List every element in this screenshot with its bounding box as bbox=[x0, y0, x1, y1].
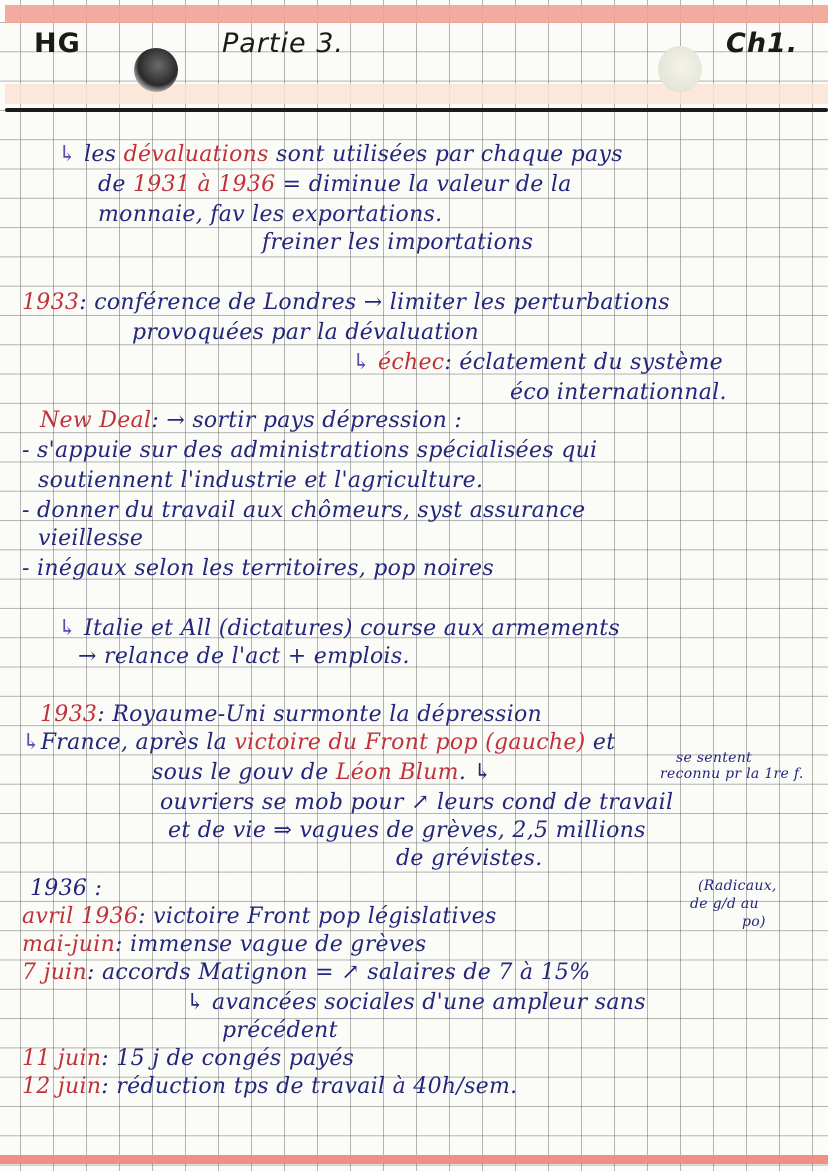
new-deal-bullet: soutiennent l'industrie et l'agriculture. bbox=[38, 468, 484, 493]
header-rule bbox=[5, 108, 828, 112]
event-row: mai-juin: immense vague de grèves bbox=[22, 932, 427, 957]
dictatures-line-1: ↳ Italie et All (dictatures) course aux armements bbox=[58, 616, 620, 641]
france-line-4: ouvriers se mob pour ↗ leurs cond de travail bbox=[160, 790, 674, 815]
event-row: précédent bbox=[222, 1018, 338, 1043]
new-deal-title: New Deal: → sortir pays dépression : bbox=[40, 408, 463, 433]
france-line-3: sous le gouv de Léon Blum. ↳ bbox=[152, 760, 493, 785]
devaluation-line-1: ↳ les dévaluations sont utilisées par chaque pays bbox=[58, 142, 623, 167]
keyword-new-deal: New Deal bbox=[40, 408, 152, 433]
return-arrow-icon: ↳ bbox=[352, 350, 371, 375]
date-range: 1931 à 1936 bbox=[133, 172, 276, 197]
subject-label: HG bbox=[34, 28, 81, 59]
year-1936-title: 1936 : bbox=[30, 876, 103, 901]
date-1933: 1933 bbox=[22, 290, 80, 315]
london-line-3: ↳ échec: éclatement du système bbox=[352, 350, 723, 375]
devaluation-line-4: freiner les importations bbox=[262, 230, 534, 255]
dictatures-line-2: → relance de l'act + emplois. bbox=[78, 644, 410, 669]
event-date: 7 juin bbox=[22, 960, 87, 985]
new-deal-bullet: - inégaux selon les territoires, pop noires bbox=[22, 556, 494, 581]
top-margin-band bbox=[5, 5, 828, 23]
event-row: 11 juin: 15 j de congés payés bbox=[22, 1046, 355, 1071]
return-arrow-icon: ↳ bbox=[22, 730, 41, 755]
return-arrow-icon: ↳ bbox=[58, 616, 77, 641]
event-date: avril 1936 bbox=[22, 904, 139, 929]
france-line-5: et de vie ⇒ vagues de grèves, 2,5 millions bbox=[168, 818, 646, 843]
part-title: Partie 3. bbox=[222, 28, 344, 59]
new-deal-bullet: - donner du travail aux chômeurs, syst assurance bbox=[22, 498, 586, 523]
keyword-devaluations: dévaluations bbox=[123, 142, 269, 167]
radicaux-note-2: de g/d au bbox=[690, 896, 759, 912]
punch-hole-left bbox=[134, 48, 178, 92]
radicaux-note-3: po) bbox=[742, 914, 766, 930]
event-row: ↳ avancées sociales d'une ampleur sans bbox=[186, 990, 646, 1015]
chapter-label: Ch1. bbox=[726, 28, 799, 59]
london-line-4: éco internationnal. bbox=[510, 380, 727, 405]
london-line-2: provoquées par la dévaluation bbox=[132, 320, 479, 345]
event-row: 12 juin: réduction tps de travail à 40h/sem. bbox=[22, 1074, 518, 1099]
keyword-front-pop: victoire du Front pop (gauche) bbox=[234, 730, 586, 755]
london-line-1: 1933: conférence de Londres → limiter les perturbations bbox=[22, 290, 670, 315]
event-date: 12 juin bbox=[22, 1074, 102, 1099]
uk-line-1: 1933: Royaume-Uni surmonte la dépression bbox=[40, 702, 542, 727]
return-arrow-icon: ↳ bbox=[58, 142, 77, 167]
event-date: mai-juin bbox=[22, 932, 116, 957]
keyword-echec: échec bbox=[378, 350, 445, 375]
devaluation-line-2: de 1931 à 1936 = diminue la valeur de la bbox=[98, 172, 572, 197]
punch-hole-right bbox=[658, 46, 702, 92]
keyword-leon-blum: Léon Blum bbox=[335, 760, 459, 785]
side-note-bottom: reconnu pr la 1re f. bbox=[660, 766, 804, 782]
radicaux-note-1: (Radicaux, bbox=[698, 878, 777, 894]
date-1933: 1933 bbox=[40, 702, 98, 727]
bottom-margin-band bbox=[0, 1155, 828, 1164]
header-band bbox=[5, 84, 828, 104]
france-line-2: ↳France, après la victoire du Front pop (gauche) et bbox=[22, 730, 616, 755]
france-line-6: de grévistes. bbox=[396, 846, 543, 871]
event-row: 7 juin: accords Matignon = ↗ salaires de 7 à 15% bbox=[22, 960, 591, 985]
devaluation-line-3: monnaie, fav les exportations. bbox=[98, 202, 443, 227]
new-deal-bullet: vieillesse bbox=[38, 526, 144, 551]
side-note-top: se sentent bbox=[676, 750, 752, 766]
event-date: 11 juin bbox=[22, 1046, 102, 1071]
event-row: avril 1936: victoire Front pop législatives bbox=[22, 904, 497, 929]
new-deal-bullet: - s'appuie sur des administrations spécialisées qui bbox=[22, 438, 598, 463]
